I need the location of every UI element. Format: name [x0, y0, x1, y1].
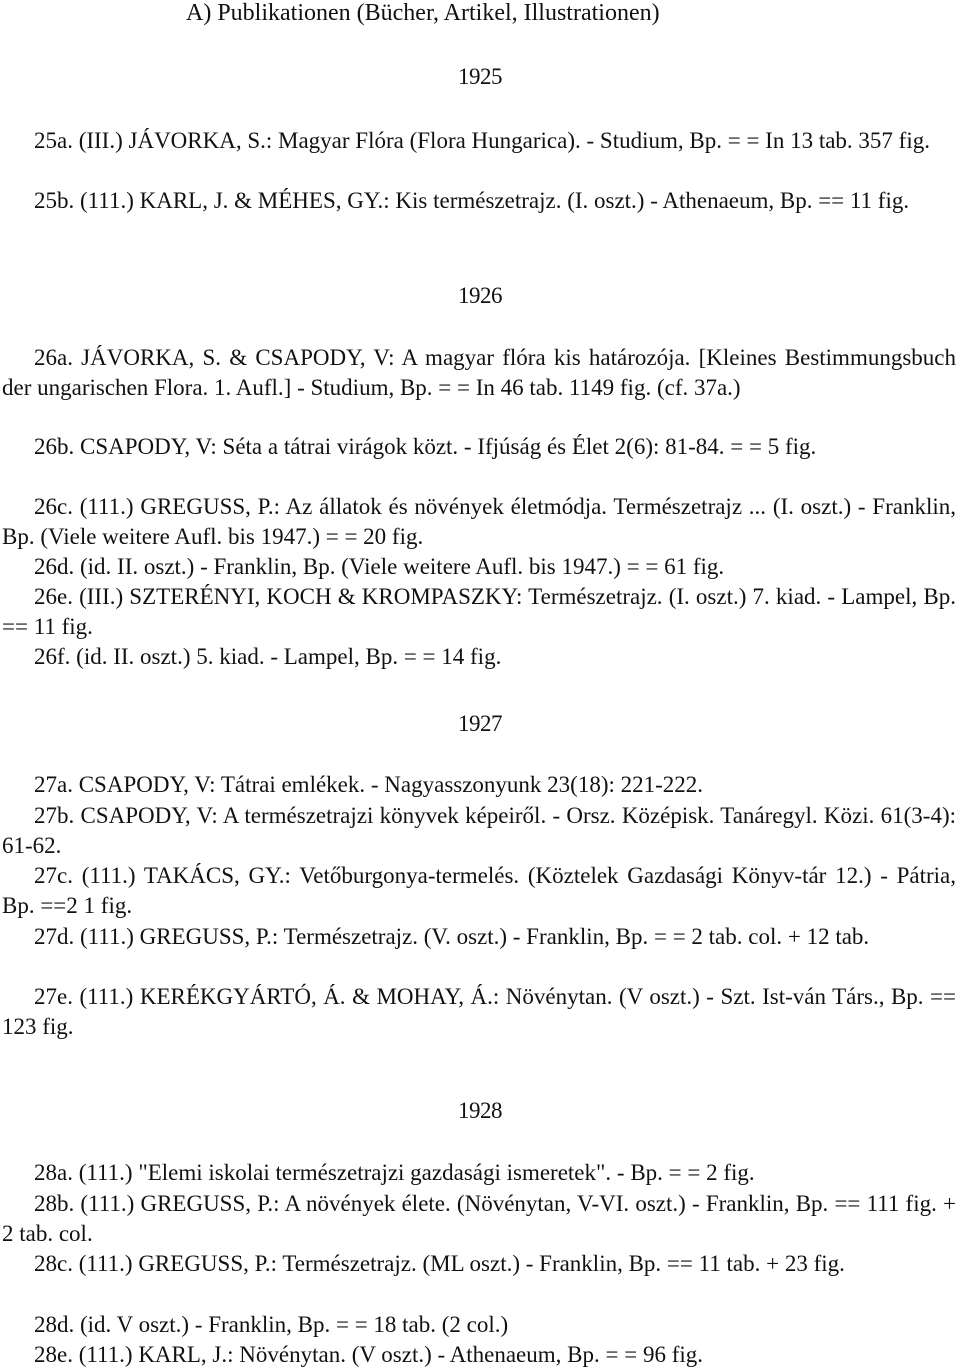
entry-27b: 27b. CSAPODY, V: A természetrajzi könyvek képeiről. - Orsz. Középisk. Tanáregyl. Közi. 61(3-4): 61-62.	[2, 803, 956, 858]
entry-27a: 27a. CSAPODY, V: Tátrai emlékek. - Nagyasszonyunk 23(18): 221-222.	[34, 772, 704, 797]
year-heading-1925: 1925	[458, 64, 502, 89]
entry-26b: 26b. CSAPODY, V: Séta a tátrai virágok közt. - Ifjúság és Élet 2(6): 81-84. = = 5 fig.	[34, 434, 817, 459]
entry-26c: 26c. (111.) GREGUSS, P.: Az állatok és növények életmódja. Természetrajz ... (I. oszt.) - Franklin, Bp. (Viele weitere Aufl. bis 1947.) = = 20 fig.	[2, 494, 956, 549]
entry-28d: 28d. (id. V oszt.) - Franklin, Bp. = = 18 tab. (2 col.)	[34, 1312, 509, 1337]
entry-28b: 28b. (111.) GREGUSS, P.: A növények élete. (Növénytan, V-VI. oszt.) - Franklin, Bp. == 111 fig. + 2 tab. col.	[2, 1191, 956, 1246]
entry-25a: 25a. (III.) JÁVORKA, S.: Magyar Flóra (Flora Hungarica). - Studium, Bp. = = In 13 tab. 357 fig.	[34, 128, 930, 153]
entry-25b: 25b. (111.) KARL, J. & MÉHES, GY.: Kis természetrajz. (I. oszt.) - Athenaeum, Bp. == 11 fig.	[34, 188, 910, 213]
entry-26f: 26f. (id. II. oszt.) 5. kiad. - Lampel, Bp. = = 14 fig.	[34, 644, 502, 669]
year-heading-1928: 1928	[458, 1098, 502, 1123]
entry-26e: 26e. (III.) SZTERÉNYI, KOCH & KROMPASZKY: Természetrajz. (I. oszt.) 7. kiad. - Lampel, Bp. == 11 fig.	[2, 584, 956, 639]
entry-27e: 27e. (111.) KERÉKGYÁRTÓ, Á. & MOHAY, Á.: Növénytan. (V oszt.) - Szt. Ist-ván Társ., Bp. == 123 fig.	[2, 984, 956, 1039]
page-heading: A) Publikationen (Bücher, Artikel, Illustrationen)	[186, 0, 660, 26]
entry-26d: 26d. (id. II. oszt.) - Franklin, Bp. (Viele weitere Aufl. bis 1947.) = = 61 fig.	[34, 554, 725, 579]
entry-28a: 28a. (111.) "Elemi iskolai természetrajzi gazdasági ismeretek". - Bp. = = 2 fig.	[34, 1160, 755, 1185]
entry-27d: 27d. (111.) GREGUSS, P.: Természetrajz. (V. oszt.) - Franklin, Bp. = = 2 tab. col. + 12 tab.	[34, 924, 870, 949]
entry-27c: 27c. (111.) TAKÁCS, GY.: Vetőburgonya-termelés. (Köztelek Gazdasági Könyv-tár 12.) - Pátria, Bp. ==2 1 fig.	[2, 863, 956, 918]
year-heading-1927: 1927	[458, 711, 502, 736]
entry-28c: 28c. (111.) GREGUSS, P.: Természetrajz. (ML oszt.) - Franklin, Bp. == 11 tab. + 23 fig.	[34, 1251, 845, 1276]
year-heading-1926: 1926	[458, 283, 502, 308]
entry-28e: 28e. (111.) KARL, J.: Növénytan. (V oszt.) - Athenaeum, Bp. = = 96 fig.	[34, 1342, 703, 1367]
entry-26a: 26a. JÁVORKA, S. & CSAPODY, V: A magyar flóra kis határozója. [Kleines Bestimmungsbuch der ungarischen Flora. 1. Aufl.] - Studium, Bp. = = In 46 tab. 1149 fig. (cf. 37a.)	[2, 345, 956, 400]
